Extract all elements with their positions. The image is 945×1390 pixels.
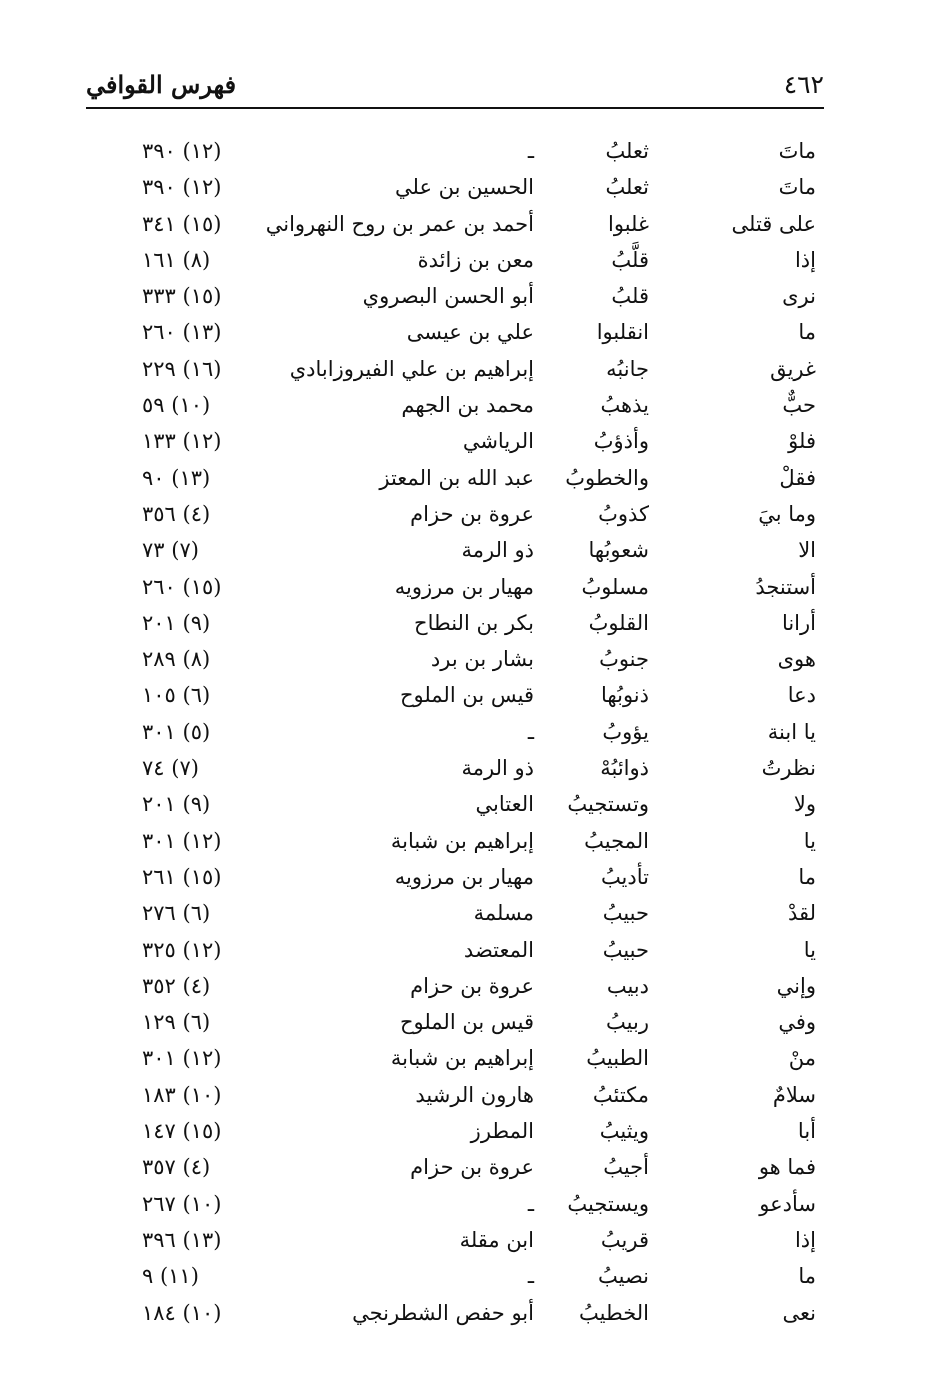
meter-page: (٦) ١٢٩ — [142, 1010, 211, 1035]
poet-name: ـ — [527, 139, 534, 163]
verse-start: يا — [803, 828, 816, 853]
poet-name: عروة بن حزام — [410, 973, 534, 998]
verse-start: ماتَ — [778, 139, 816, 163]
meter-page: (٧) ٧٤ — [142, 756, 199, 781]
index-row — [86, 387, 824, 423]
rhyme-word: كذوبُ — [598, 501, 649, 526]
poet-name: أبو الحسن البصروي — [362, 284, 534, 309]
index-row — [86, 314, 824, 350]
index-row — [86, 1149, 824, 1185]
index-row — [86, 1295, 824, 1331]
poet-name: ـ — [527, 1191, 534, 1216]
index-row — [86, 242, 824, 278]
verse-start: سلامٌ — [772, 1082, 816, 1107]
meter-page: (٦) ١٠٥ — [142, 683, 211, 708]
index-row — [86, 351, 824, 387]
verse-start: غريق — [770, 356, 816, 381]
index-row — [86, 895, 824, 931]
index-row — [86, 859, 824, 895]
index-row — [86, 1186, 824, 1222]
poet-name: بشار بن برد — [430, 647, 534, 672]
verse-start: الا — [798, 538, 816, 563]
index-row — [86, 460, 824, 496]
verse-start: أستنجدُ — [755, 574, 816, 599]
verse-start: ماتَ — [778, 175, 816, 200]
meter-page: (٤) ٣٥٧ — [142, 1155, 211, 1180]
rhyme-word: ذوائبُهْ — [600, 756, 649, 781]
poet-name: ـ — [527, 719, 534, 744]
rhyme-word: جنوبُ — [599, 647, 649, 672]
meter-page: (١٢) ٣٢٥ — [142, 937, 222, 962]
poet-name: الحسين بن علي — [394, 175, 534, 200]
rhyme-word: يؤوبُ — [602, 719, 649, 744]
rhyme-word: وأذؤبُ — [593, 429, 649, 454]
index-row — [86, 1258, 824, 1294]
poet-name: إبراهيم بن علي الفيروزابادي — [289, 356, 534, 381]
meter-page: (١٥) ٣٤١ — [142, 211, 222, 236]
rhyme-word: ذنوبُها — [601, 683, 649, 708]
rhyme-word: جانبُه — [606, 356, 649, 381]
meter-page: (١٦) ٢٢٩ — [142, 356, 222, 381]
verse-start: أرانا — [781, 610, 816, 635]
page-header — [86, 62, 824, 108]
meter-page: (١٢) ٣٩٠ — [142, 139, 222, 163]
index-row — [86, 206, 824, 242]
poet-name: علي بن عيسى — [406, 320, 534, 345]
rhyme-word: ثعلبُ — [605, 175, 649, 200]
poet-name: مهيار بن مرزويه — [394, 864, 534, 889]
verse-start: ما — [798, 1264, 816, 1289]
verse-start: فما هو — [758, 1155, 816, 1180]
rhyme-word: مكتئبُ — [592, 1082, 649, 1107]
rhyme-word: يذهبُ — [600, 393, 649, 418]
verse-start: ولا — [793, 792, 816, 817]
verse-start: وما بيَ — [758, 501, 816, 526]
index-row — [86, 569, 824, 605]
verse-start: نعى — [782, 1300, 816, 1325]
poet-name: مسلمة — [473, 901, 534, 926]
header-rule — [86, 107, 824, 109]
verse-start: سأدعو — [759, 1191, 816, 1216]
rhyme-word: حبيبُ — [602, 901, 649, 926]
page-number: ٤٦٢ — [783, 70, 824, 99]
verse-start: أبا — [797, 1119, 816, 1144]
rhyme-word: أجيبُ — [603, 1155, 649, 1180]
verse-start: على قتلى — [731, 211, 816, 236]
verse-start: إذا — [794, 1227, 816, 1252]
poet-name: هارون الرشيد — [415, 1082, 534, 1107]
rhyme-word: المجيبُ — [584, 828, 649, 853]
index-row — [86, 1040, 824, 1076]
index-row — [86, 133, 824, 169]
rhyme-word: القلوبُ — [588, 610, 649, 635]
rhyme-word: والخطوبُ — [565, 465, 649, 490]
verse-start: فلوْ — [788, 429, 816, 454]
meter-page: (٨) ١٦١ — [142, 247, 211, 272]
meter-page: (١١) ٩ — [142, 1264, 199, 1289]
verse-start: يا ابنة — [767, 719, 816, 744]
rhyme-word: حبيبُ — [602, 937, 649, 962]
poet-name: معن بن زائدة — [417, 247, 534, 272]
meter-page: (١٥) ٣٣٣ — [142, 284, 222, 309]
verse-start: ما — [798, 320, 816, 345]
index-row — [86, 605, 824, 641]
rhyme-word: شعوبُها — [588, 538, 649, 563]
verse-start: دعا — [787, 683, 816, 708]
poet-name: إبراهيم بن شبابة — [390, 828, 534, 853]
verse-start: حبٌّ — [782, 393, 816, 418]
meter-page: (٥) ٣٠١ — [142, 719, 211, 744]
verse-start: إذا — [794, 247, 816, 272]
meter-page: (١٠) ٢٦٧ — [142, 1191, 222, 1216]
index-row — [86, 278, 824, 314]
meter-page: (٧) ٧٣ — [142, 538, 199, 563]
poet-name: إبراهيم بن شبابة — [390, 1046, 534, 1071]
index-row — [86, 496, 824, 532]
meter-page: (١٠) ١٨٤ — [142, 1300, 222, 1325]
index-row — [86, 823, 824, 859]
poet-name: مهيار بن مرزويه — [394, 574, 534, 599]
meter-page: (٩) ٢٠١ — [142, 610, 211, 635]
verse-start: نرى — [782, 284, 816, 309]
poet-name: عروة بن حزام — [410, 501, 534, 526]
poet-name: أبو حفص الشطرنجي — [352, 1300, 534, 1325]
meter-page: (١٠) ١٨٣ — [142, 1082, 222, 1107]
poet-name: محمد بن الجهم — [401, 393, 534, 418]
rhyme-word: قلَّبُ — [611, 247, 649, 272]
meter-page: (١٢) ١٣٣ — [142, 429, 222, 454]
rhyme-word: ويستجيبُ — [567, 1191, 649, 1216]
meter-page: (٦) ٢٧٦ — [142, 901, 211, 926]
index-row — [86, 1113, 824, 1149]
meter-page: (١٢) ٣٠١ — [142, 1046, 222, 1071]
meter-page: (١٢) ٣٩٠ — [142, 175, 222, 200]
verse-start: نظرتُ — [761, 756, 816, 781]
poet-name: عبد الله بن المعتز — [379, 465, 534, 490]
meter-page: (١٣) ٢٦٠ — [142, 320, 222, 345]
meter-page: (١٥) ١٤٧ — [142, 1119, 222, 1144]
verse-start: هوى — [777, 647, 816, 672]
rhyme-word: مسلوبُ — [581, 574, 649, 599]
poet-name: ذو الرمة — [461, 538, 534, 563]
rhyme-word: غلبوا — [608, 211, 649, 236]
verse-start: لقدْ — [787, 901, 816, 926]
index-row — [86, 423, 824, 459]
poet-name: ابن مقلة — [459, 1227, 534, 1252]
meter-page: (١٠) ٥٩ — [142, 393, 211, 418]
index-row — [86, 714, 824, 750]
verse-start: يا — [803, 937, 816, 962]
meter-page: (١٣) ٩٠ — [142, 465, 211, 490]
poet-name: الرياشي — [462, 429, 534, 454]
meter-page: (٤) ٣٥٢ — [142, 973, 211, 998]
rhyme-word: نصيبُ — [597, 1264, 649, 1289]
index-row — [86, 968, 824, 1004]
verse-start: وإني — [776, 973, 816, 998]
index-row — [86, 1004, 824, 1040]
meter-page: (٨) ٢٨٩ — [142, 647, 211, 672]
meter-page: (١٥) ٢٦٠ — [142, 574, 222, 599]
verse-start: ما — [798, 864, 816, 889]
index-row — [86, 1222, 824, 1258]
rhyme-word: الخطيبُ — [579, 1300, 649, 1325]
rhyme-word: وتستجيبُ — [567, 792, 649, 817]
index-row — [86, 532, 824, 568]
poet-name: المعتضد — [463, 937, 534, 962]
index-row — [86, 786, 824, 822]
index-row — [86, 169, 824, 205]
meter-page: (٩) ٢٠١ — [142, 792, 211, 817]
rhyme-word: تأديبُ — [600, 864, 649, 889]
poet-name: ـ — [527, 1264, 534, 1289]
rhyme-word: ربيبُ — [606, 1010, 649, 1035]
poet-name: بكر بن النطاح — [414, 610, 534, 635]
rhyme-word: انقلبوا — [596, 320, 649, 345]
rhyme-word: ويثيبُ — [599, 1119, 649, 1144]
index-row — [86, 1077, 824, 1113]
verse-start: وفي — [778, 1010, 816, 1035]
verse-start: فقلْ — [779, 465, 816, 490]
index-row — [86, 641, 824, 677]
rhyme-word: الطبيبُ — [586, 1046, 649, 1071]
poet-name: العتابي — [475, 792, 534, 817]
running-title: فهرس القوافي — [86, 70, 237, 99]
rhyme-word: ثعلبُ — [605, 139, 649, 163]
poet-name: أحمد بن عمر بن روح النهرواني — [265, 211, 534, 236]
index-row — [86, 677, 824, 713]
poet-name: المطرز — [470, 1119, 534, 1144]
index-row — [86, 932, 824, 968]
rhyme-word: دبيب — [606, 973, 649, 998]
meter-page: (١٥) ٢٦١ — [142, 864, 222, 889]
poet-name: قيس بن الملوح — [399, 683, 534, 708]
poet-name: ذو الرمة — [461, 756, 534, 781]
index-row — [86, 750, 824, 786]
meter-page: (٤) ٣٥٦ — [142, 501, 211, 526]
rhyme-index-table — [86, 133, 824, 1331]
poet-name: عروة بن حزام — [410, 1155, 534, 1180]
meter-page: (١٣) ٣٩٦ — [142, 1227, 222, 1252]
verse-start: منْ — [788, 1046, 816, 1071]
rhyme-word: قريبُ — [600, 1227, 649, 1252]
rhyme-word: قلبُ — [611, 284, 649, 309]
meter-page: (١٢) ٣٠١ — [142, 828, 222, 853]
poet-name: قيس بن الملوح — [399, 1010, 534, 1035]
